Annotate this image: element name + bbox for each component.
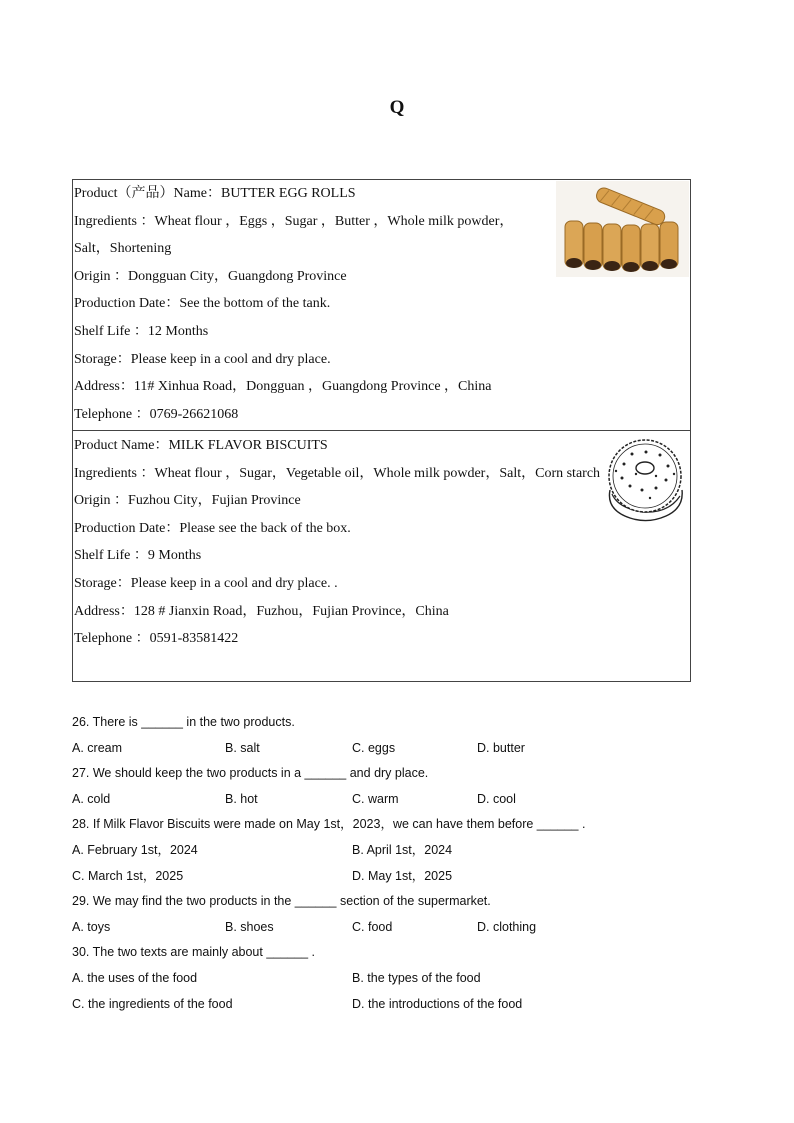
options-row (72, 786, 712, 812)
options-row (72, 991, 712, 1017)
option-a: A. cold (72, 792, 111, 806)
egg-rolls-image (556, 181, 689, 277)
question-29 (72, 889, 712, 940)
question-stem: 30. The two texts are mainly about ______ . (72, 945, 315, 959)
options-row (72, 735, 712, 761)
product-address: Address：11# Xinhua Road，Dongguan ，Guangdong Province ，China (74, 379, 492, 395)
question-28 (72, 812, 712, 889)
product-ingredients-continued: Salt，Shortening (74, 241, 172, 257)
product-telephone: Telephone ：0591-83581422 (74, 631, 239, 647)
question-stem: 28. If Milk Flavor Biscuits were made on May 1st，2023，we can have them before ______ . (72, 817, 586, 831)
product-storage: Storage：Please keep in a cool and dry place. . (74, 575, 338, 591)
options-row (72, 914, 712, 940)
option-c: C. food (352, 920, 393, 934)
option-a: A. cream (72, 741, 123, 755)
product-origin: Origin ：Dongguan City，Guangdong Province (74, 268, 347, 284)
option-d: D. clothing (477, 920, 537, 934)
options-row (72, 863, 712, 889)
product-telephone: Telephone ：0769-26621068 (74, 406, 239, 422)
product-ingredients: Ingredients ：Wheat flour ，Eggs ，Sugar ，Butter ，Whole milk powder， (74, 213, 514, 229)
options-row (72, 837, 712, 863)
option-c: C. eggs (352, 741, 396, 755)
option-d: D. May 1st，2025 (352, 869, 453, 883)
product-address: Address：128 # Jianxin Road，Fuzhou，Fujian Province，China (74, 603, 449, 619)
product-origin: Origin ：Fuzhou City，Fujian Province (74, 493, 301, 509)
option-a: A. February 1st，2024 (72, 843, 198, 857)
product-section-biscuits (74, 432, 604, 653)
product-ingredients: Ingredients ：Wheat flour ，Sugar，Vegetable oil，Whole milk powder，Salt，Corn starch (74, 465, 601, 481)
product-section-egg-rolls (74, 180, 554, 428)
option-c: C. warm (352, 792, 399, 806)
product-shelf-life: Shelf Life ：9 Months (74, 548, 202, 564)
option-b: B. April 1st，2024 (352, 843, 453, 857)
options-row (72, 965, 712, 991)
biscuit-image (602, 438, 688, 524)
option-c: C. the ingredients of the food (72, 997, 233, 1011)
question-stem: 29. We may find the two products in the ______ section of the supermarket. (72, 894, 491, 908)
question-26 (72, 710, 712, 761)
page-title: Q (389, 97, 405, 118)
option-b: B. shoes (225, 920, 274, 934)
section-divider (73, 430, 690, 431)
option-b: B. salt (225, 741, 260, 755)
option-d: D. butter (477, 741, 525, 755)
product-storage: Storage：Please keep in a cool and dry place. (74, 351, 331, 367)
product-name: Product（产品）Name：BUTTER EGG ROLLS (74, 186, 356, 201)
option-b: B. hot (225, 792, 258, 806)
option-d: D. the introductions of the food (352, 997, 523, 1011)
option-d: D. cool (477, 792, 516, 806)
product-name: Product Name：MILK FLAVOR BISCUITS (74, 438, 328, 453)
question-27 (72, 761, 712, 812)
product-shelf-life: Shelf Life ：12 Months (74, 323, 209, 339)
product-info-box (72, 179, 691, 682)
question-30 (72, 940, 712, 1017)
question-stem: 26. There is ______ in the two products. (72, 715, 295, 729)
product-production-date: Production Date：Please see the back of the box. (74, 520, 351, 536)
option-c: C. March 1st，2025 (72, 869, 184, 883)
option-a: A. the uses of the food (72, 971, 198, 985)
option-b: B. the types of the food (352, 971, 481, 985)
product-production-date: Production Date：See the bottom of the tank. (74, 296, 331, 312)
question-stem: 27. We should keep the two products in a ______ and dry place. (72, 766, 429, 780)
option-a: A. toys (72, 920, 111, 934)
questions-section (72, 710, 712, 1017)
